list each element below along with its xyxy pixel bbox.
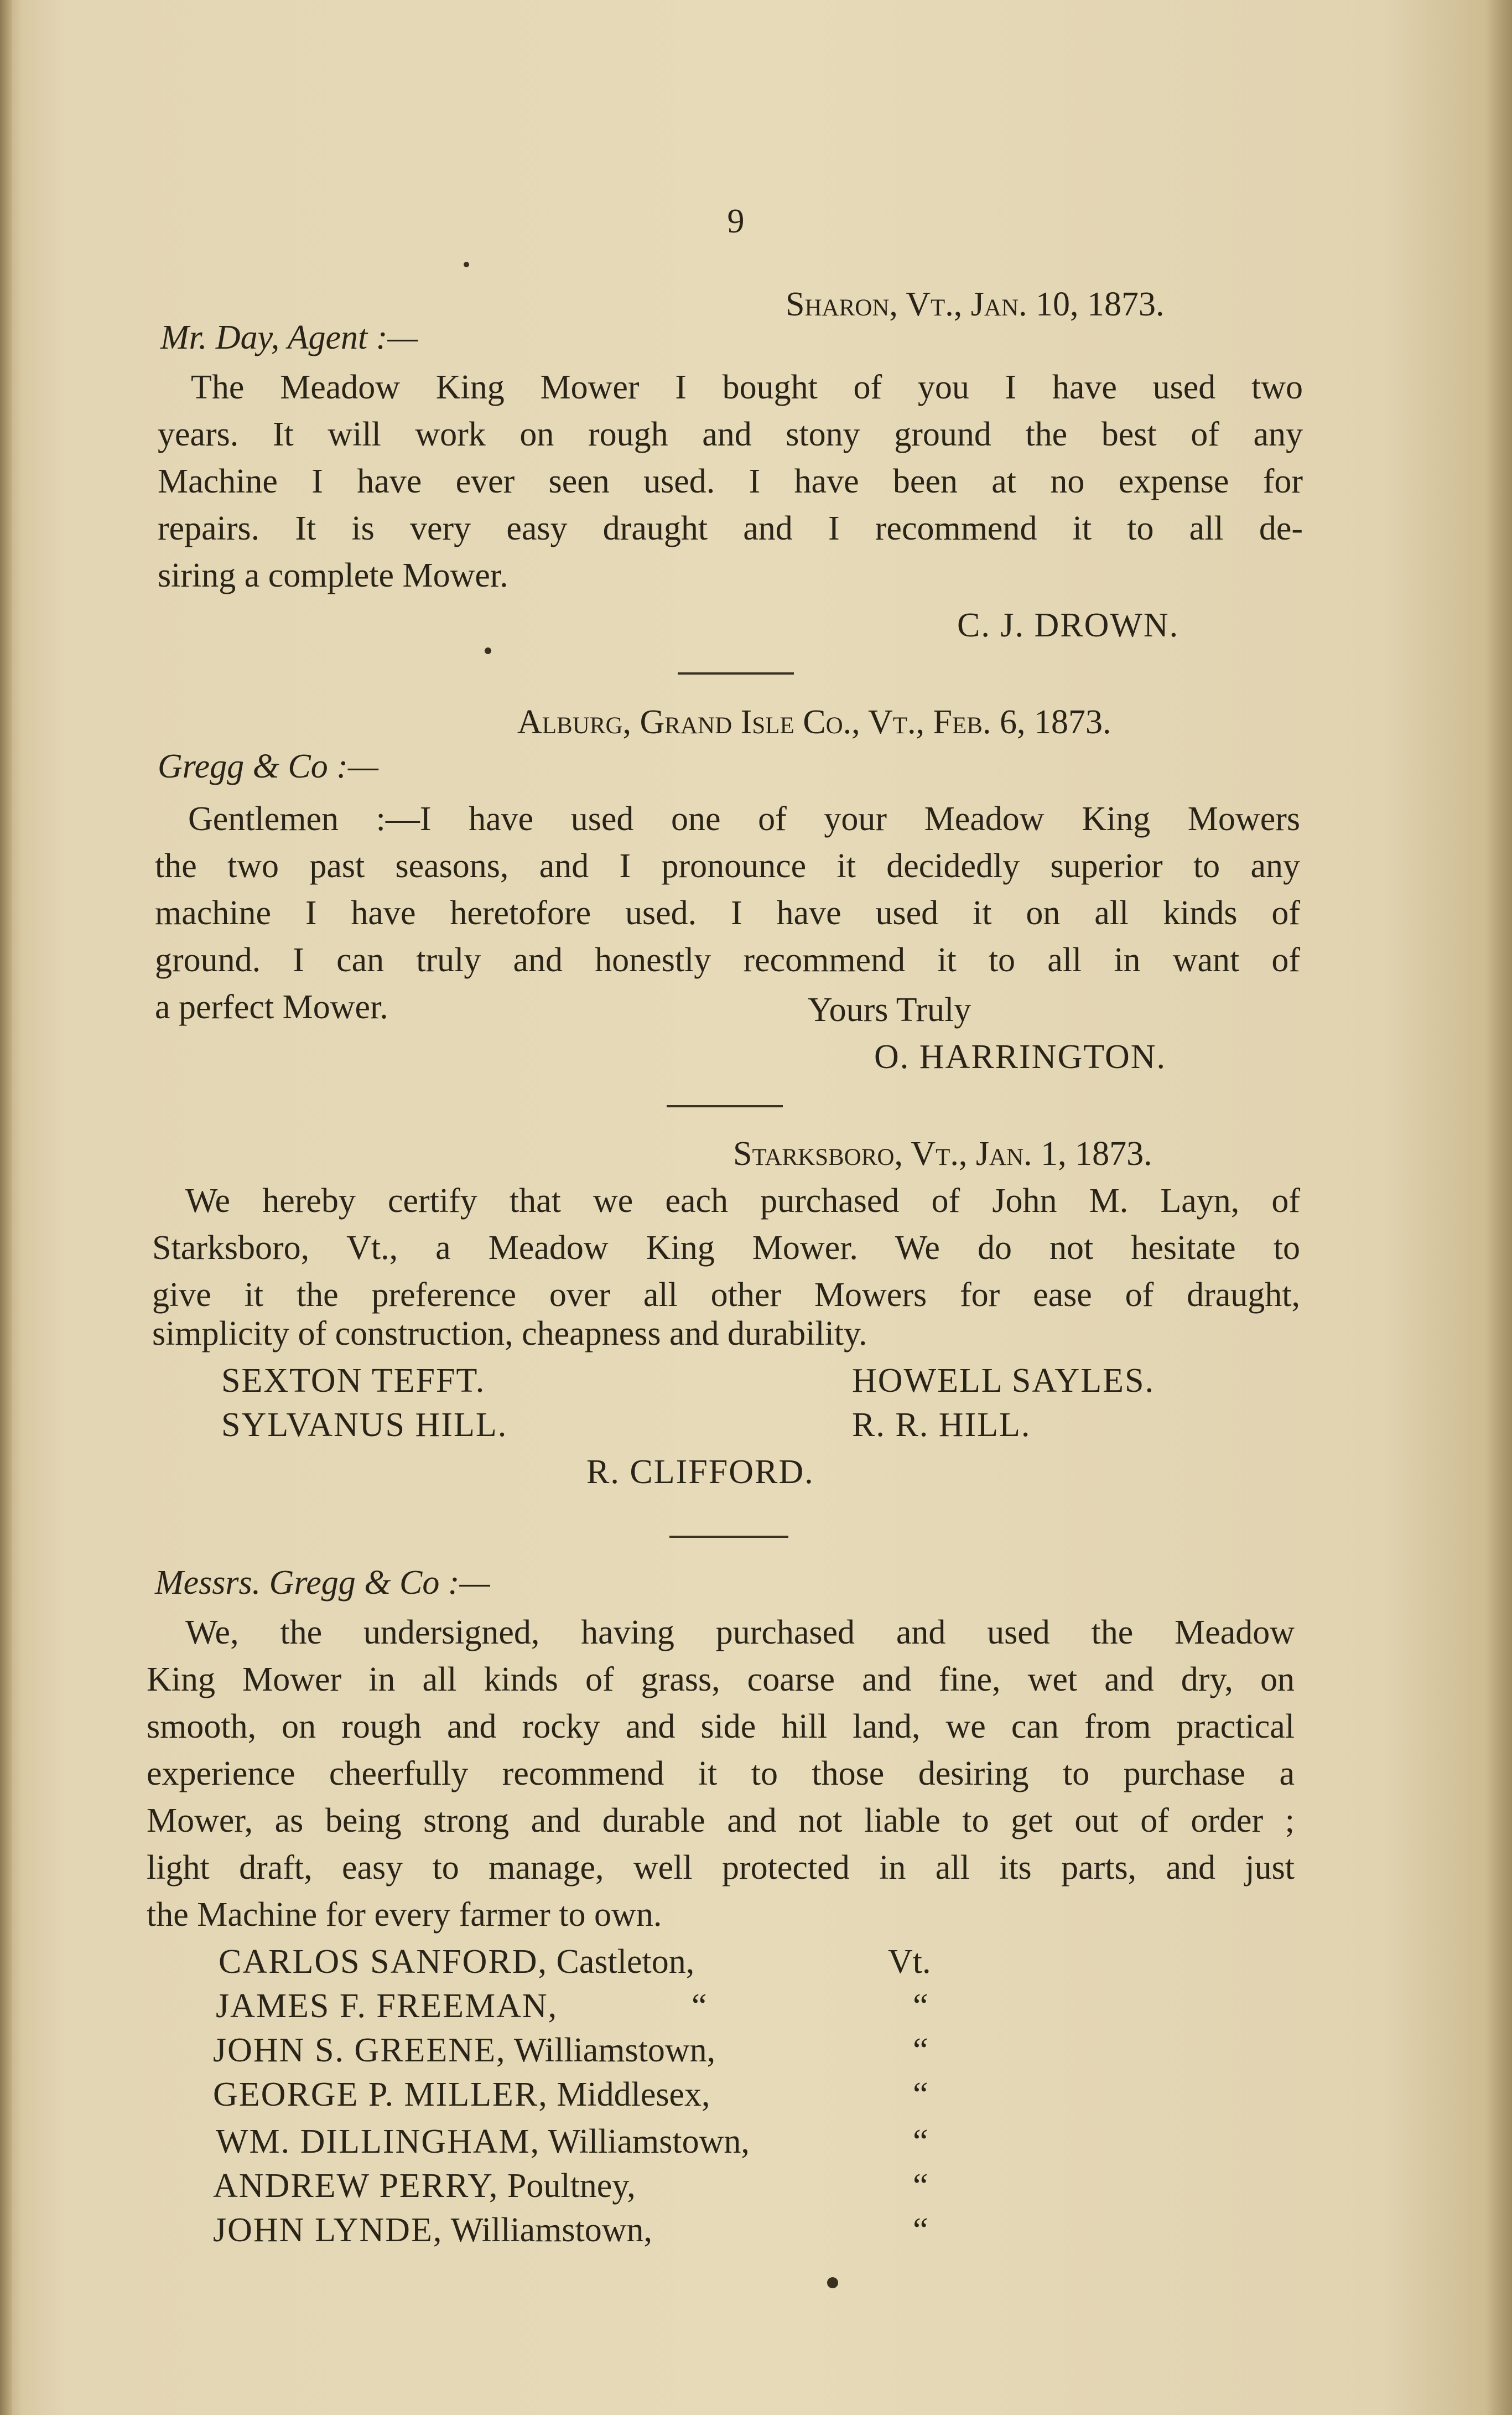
salutation-gregg: Gregg & Co :— bbox=[158, 748, 378, 785]
letter3-line2: Starksboro, Vt., a Meadow King Mower. We do not hesitate to bbox=[152, 1229, 1300, 1267]
letter4-line5: Mower, as being strong and durable and not liable to get out of order ; bbox=[147, 1802, 1295, 1839]
letter4-line2: King Mower in all kinds of grass, coarse and fine, wet and dry, on bbox=[147, 1661, 1295, 1698]
signer-town: Williamstown, bbox=[513, 2031, 716, 2069]
letter1-line1: The Meadow King Mower I bought of you I have used two bbox=[191, 369, 1303, 406]
page-number: 9 bbox=[727, 203, 745, 240]
letter2-line5: a perfect Mower. bbox=[155, 988, 388, 1026]
ink-speck bbox=[464, 262, 469, 267]
section-divider bbox=[669, 1536, 788, 1538]
signer-state: “ bbox=[913, 1987, 928, 2025]
signer-row bbox=[216, 2119, 750, 2164]
signer-name: WM. DILLINGHAM, bbox=[216, 2123, 541, 2160]
letter3-line3: give it the preference over all other Mowers for ease of draught, bbox=[152, 1276, 1300, 1314]
letter2-line1: Gentlemen :—I have used one of your Meadow King Mowers bbox=[188, 800, 1300, 838]
signer-name: JAMES F. FREEMAN, bbox=[216, 1987, 558, 2025]
dateline-alburg: Alburg, Grand Isle Co., Vt., Feb. 6, 1873. bbox=[517, 703, 1111, 741]
letter1-line3: Machine I have ever seen used. I have been at no expense for bbox=[158, 463, 1303, 500]
letter2-line3: machine I have heretofore used. I have used it on all kinds of bbox=[155, 894, 1300, 932]
page-edge-shadow bbox=[1484, 0, 1512, 2415]
signer-row bbox=[213, 2072, 710, 2117]
signature-howell-sayles: HOWELL SAYLES. bbox=[852, 1362, 1155, 1400]
signer-name: GEORGE P. MILLER, bbox=[213, 2076, 548, 2113]
letter3-line1: We hereby certify that we each purchased of John M. Layn, of bbox=[185, 1182, 1300, 1220]
salutation-mr-day: Mr. Day, Agent :— bbox=[160, 319, 418, 356]
section-divider bbox=[667, 1105, 783, 1107]
book-spine-shadow bbox=[0, 0, 12, 2415]
signature-sexton-tefft: SEXTON TEFFT. bbox=[221, 1362, 486, 1400]
signer-town: Castleton, bbox=[556, 1943, 695, 1981]
closing-yours-truly: Yours Truly bbox=[808, 991, 971, 1029]
signer-state: “ bbox=[913, 2211, 928, 2249]
signer-row bbox=[213, 2028, 715, 2072]
section-divider bbox=[678, 672, 794, 675]
letter4-line6: light draft, easy to manage, well protected in all its parts, and just bbox=[147, 1849, 1295, 1887]
signer-town: Poultney, bbox=[507, 2167, 636, 2205]
letter4-line1: We, the undersigned, having purchased and used the Meadow bbox=[185, 1614, 1295, 1651]
signature-o-harrington: O. HARRINGTON. bbox=[874, 1038, 1167, 1076]
letter1-line2: years. It will work on rough and stony ground the best of any bbox=[158, 416, 1303, 453]
signer-row bbox=[219, 1940, 694, 1984]
signature-c-j-drown: C. J. DROWN. bbox=[957, 607, 1180, 644]
signer-town: Williamstown, bbox=[548, 2123, 750, 2160]
letter4-line7: the Machine for every farmer to own. bbox=[147, 1896, 662, 1934]
signer-name: JOHN LYNDE, bbox=[213, 2211, 443, 2249]
letter1-line4: repairs. It is very easy draught and I recommend it to all de- bbox=[158, 510, 1303, 547]
signature-sylvanus-hill: SYLVANUS HILL. bbox=[221, 1406, 508, 1444]
letter2-line2: the two past seasons, and I pronounce it decidedly superior to any bbox=[155, 847, 1300, 885]
signer-state: “ bbox=[913, 2123, 928, 2160]
salutation-messrs-gregg: Messrs. Gregg & Co :— bbox=[155, 1564, 490, 1602]
signer-town: Middlesex, bbox=[557, 2076, 710, 2113]
signer-state: “ bbox=[913, 2076, 928, 2113]
signer-state: “ bbox=[913, 2167, 928, 2205]
dateline-starksboro: Starksboro, Vt., Jan. 1, 1873. bbox=[733, 1135, 1152, 1173]
signature-r-r-hill: R. R. HILL. bbox=[852, 1406, 1031, 1444]
ink-speck bbox=[485, 647, 491, 654]
ink-speck bbox=[827, 2277, 838, 2288]
letter3-line4: simplicity of construction, cheapness and durability. bbox=[152, 1315, 867, 1352]
letter1-line5: siring a complete Mower. bbox=[158, 557, 508, 594]
dateline-sharon: Sharon, Vt., Jan. 10, 1873. bbox=[786, 286, 1165, 323]
letter2-line4: ground. I can truly and honestly recommend it to all in want of bbox=[155, 941, 1300, 979]
letter4-line3: smooth, on rough and rocky and side hill land, we can from practical bbox=[147, 1708, 1295, 1745]
signature-r-clifford: R. CLIFFORD. bbox=[586, 1453, 814, 1491]
letter4-line4: experience cheerfully recommend it to those desiring to purchase a bbox=[147, 1755, 1295, 1792]
signer-state: “ bbox=[913, 2031, 928, 2069]
signer-town: Williamstown, bbox=[450, 2211, 653, 2249]
signer-town: “ bbox=[692, 1987, 707, 2025]
signer-name: CARLOS SANFORD, bbox=[219, 1943, 548, 1981]
signer-row bbox=[213, 2164, 636, 2208]
signer-row bbox=[213, 2208, 652, 2252]
signer-name: JOHN S. GREENE, bbox=[213, 2031, 506, 2069]
signer-name: ANDREW PERRY, bbox=[213, 2167, 499, 2205]
signer-state: Vt. bbox=[888, 1943, 931, 1981]
signer-row bbox=[216, 1984, 558, 2028]
